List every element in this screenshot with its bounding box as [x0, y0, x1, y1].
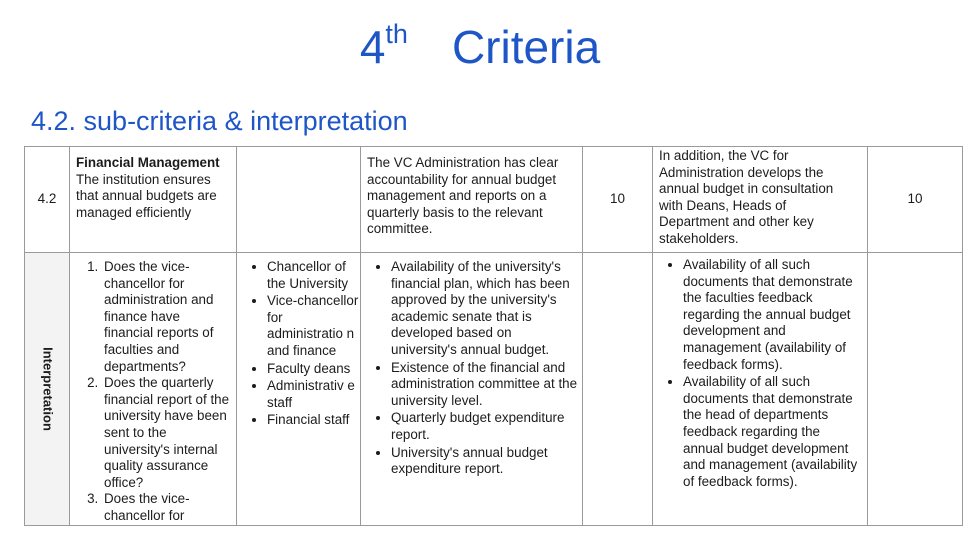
- empty-score-cell-2: [868, 253, 963, 526]
- addition-cell: In addition, the VC for Administration develops the annual budget in consultation with Deans, Heads of Department and other key stakeholders.: [653, 147, 868, 253]
- questions-cell: [70, 253, 237, 526]
- slide-title: [0, 8, 960, 77]
- addition-evidence-list: [653, 257, 859, 490]
- evidence-cell: [361, 253, 583, 526]
- standard-cell: The VC Administration has clear accountability for annual budget management and reports on a quarterly basis to the relevant committee.: [361, 147, 583, 253]
- list-item: • Availability of all such documents that demonstrate the head of departments feedback regarding the annual budget development and management (availability of feedback forms).: [683, 374, 859, 490]
- evidence-list: [361, 259, 578, 478]
- criteria-code: 4.2: [25, 147, 70, 253]
- list-item: • Existence of the financial and administration committee at the university level.: [391, 360, 578, 410]
- list-item: • Chancellor of the University: [267, 259, 360, 292]
- respondents-list: [237, 259, 360, 429]
- title-word: Criteria: [451, 21, 601, 74]
- list-item: • Availability of the university's financial plan, which has been approved by the university's academic senate that is developed based on university's annual budget.: [391, 259, 578, 359]
- slide-subtitle: 4.2. sub-criteria & interpretation: [31, 106, 408, 136]
- score-cell: 10: [583, 147, 653, 253]
- criteria-description: The institution ensures that annual budgets are managed efficiently: [76, 171, 217, 220]
- interpretation-row: [25, 253, 963, 526]
- title-suffix: th: [385, 19, 408, 49]
- list-item: 2. Does the quarterly financial report of the university have been sent to the university's internal quality assurance office?: [102, 375, 230, 491]
- list-item: • Availability of all such documents that demonstrate the faculties feedback regarding the annual budget development and management (availability of feedback forms).: [683, 257, 859, 373]
- list-item: • Quarterly budget expenditure report.: [391, 410, 578, 443]
- empty-score-cell: [583, 253, 653, 526]
- list-item: • Vice-chancellor for administratio n and finance: [267, 293, 360, 359]
- list-item: • Faculty deans: [267, 361, 360, 378]
- criteria-name-cell: [70, 147, 237, 253]
- interpretation-label-cell: [25, 253, 70, 526]
- title-number: 4: [359, 21, 386, 74]
- criteria-table-container: [24, 146, 962, 523]
- list-item: • Financial staff: [267, 412, 360, 429]
- criteria-row: [25, 147, 963, 253]
- list-item: • Administrativ e staff: [267, 378, 360, 411]
- addition-evidence-cell: [653, 253, 868, 526]
- questions-list: [70, 259, 230, 525]
- list-item: 1. Does the vice-chancellor for administration and finance have financial reports of faculties and departments?: [102, 259, 230, 375]
- list-item: 3. Does the vice-chancellor for: [102, 491, 230, 524]
- empty-cell: [237, 147, 361, 253]
- interpretation-label: Interpretation: [40, 346, 56, 431]
- criteria-name: Financial Management: [76, 155, 220, 170]
- list-item: • University's annual budget expenditure report.: [391, 445, 578, 478]
- respondents-cell: [237, 253, 361, 526]
- criteria-table: [24, 146, 963, 526]
- score-cell-2: 10: [868, 147, 963, 253]
